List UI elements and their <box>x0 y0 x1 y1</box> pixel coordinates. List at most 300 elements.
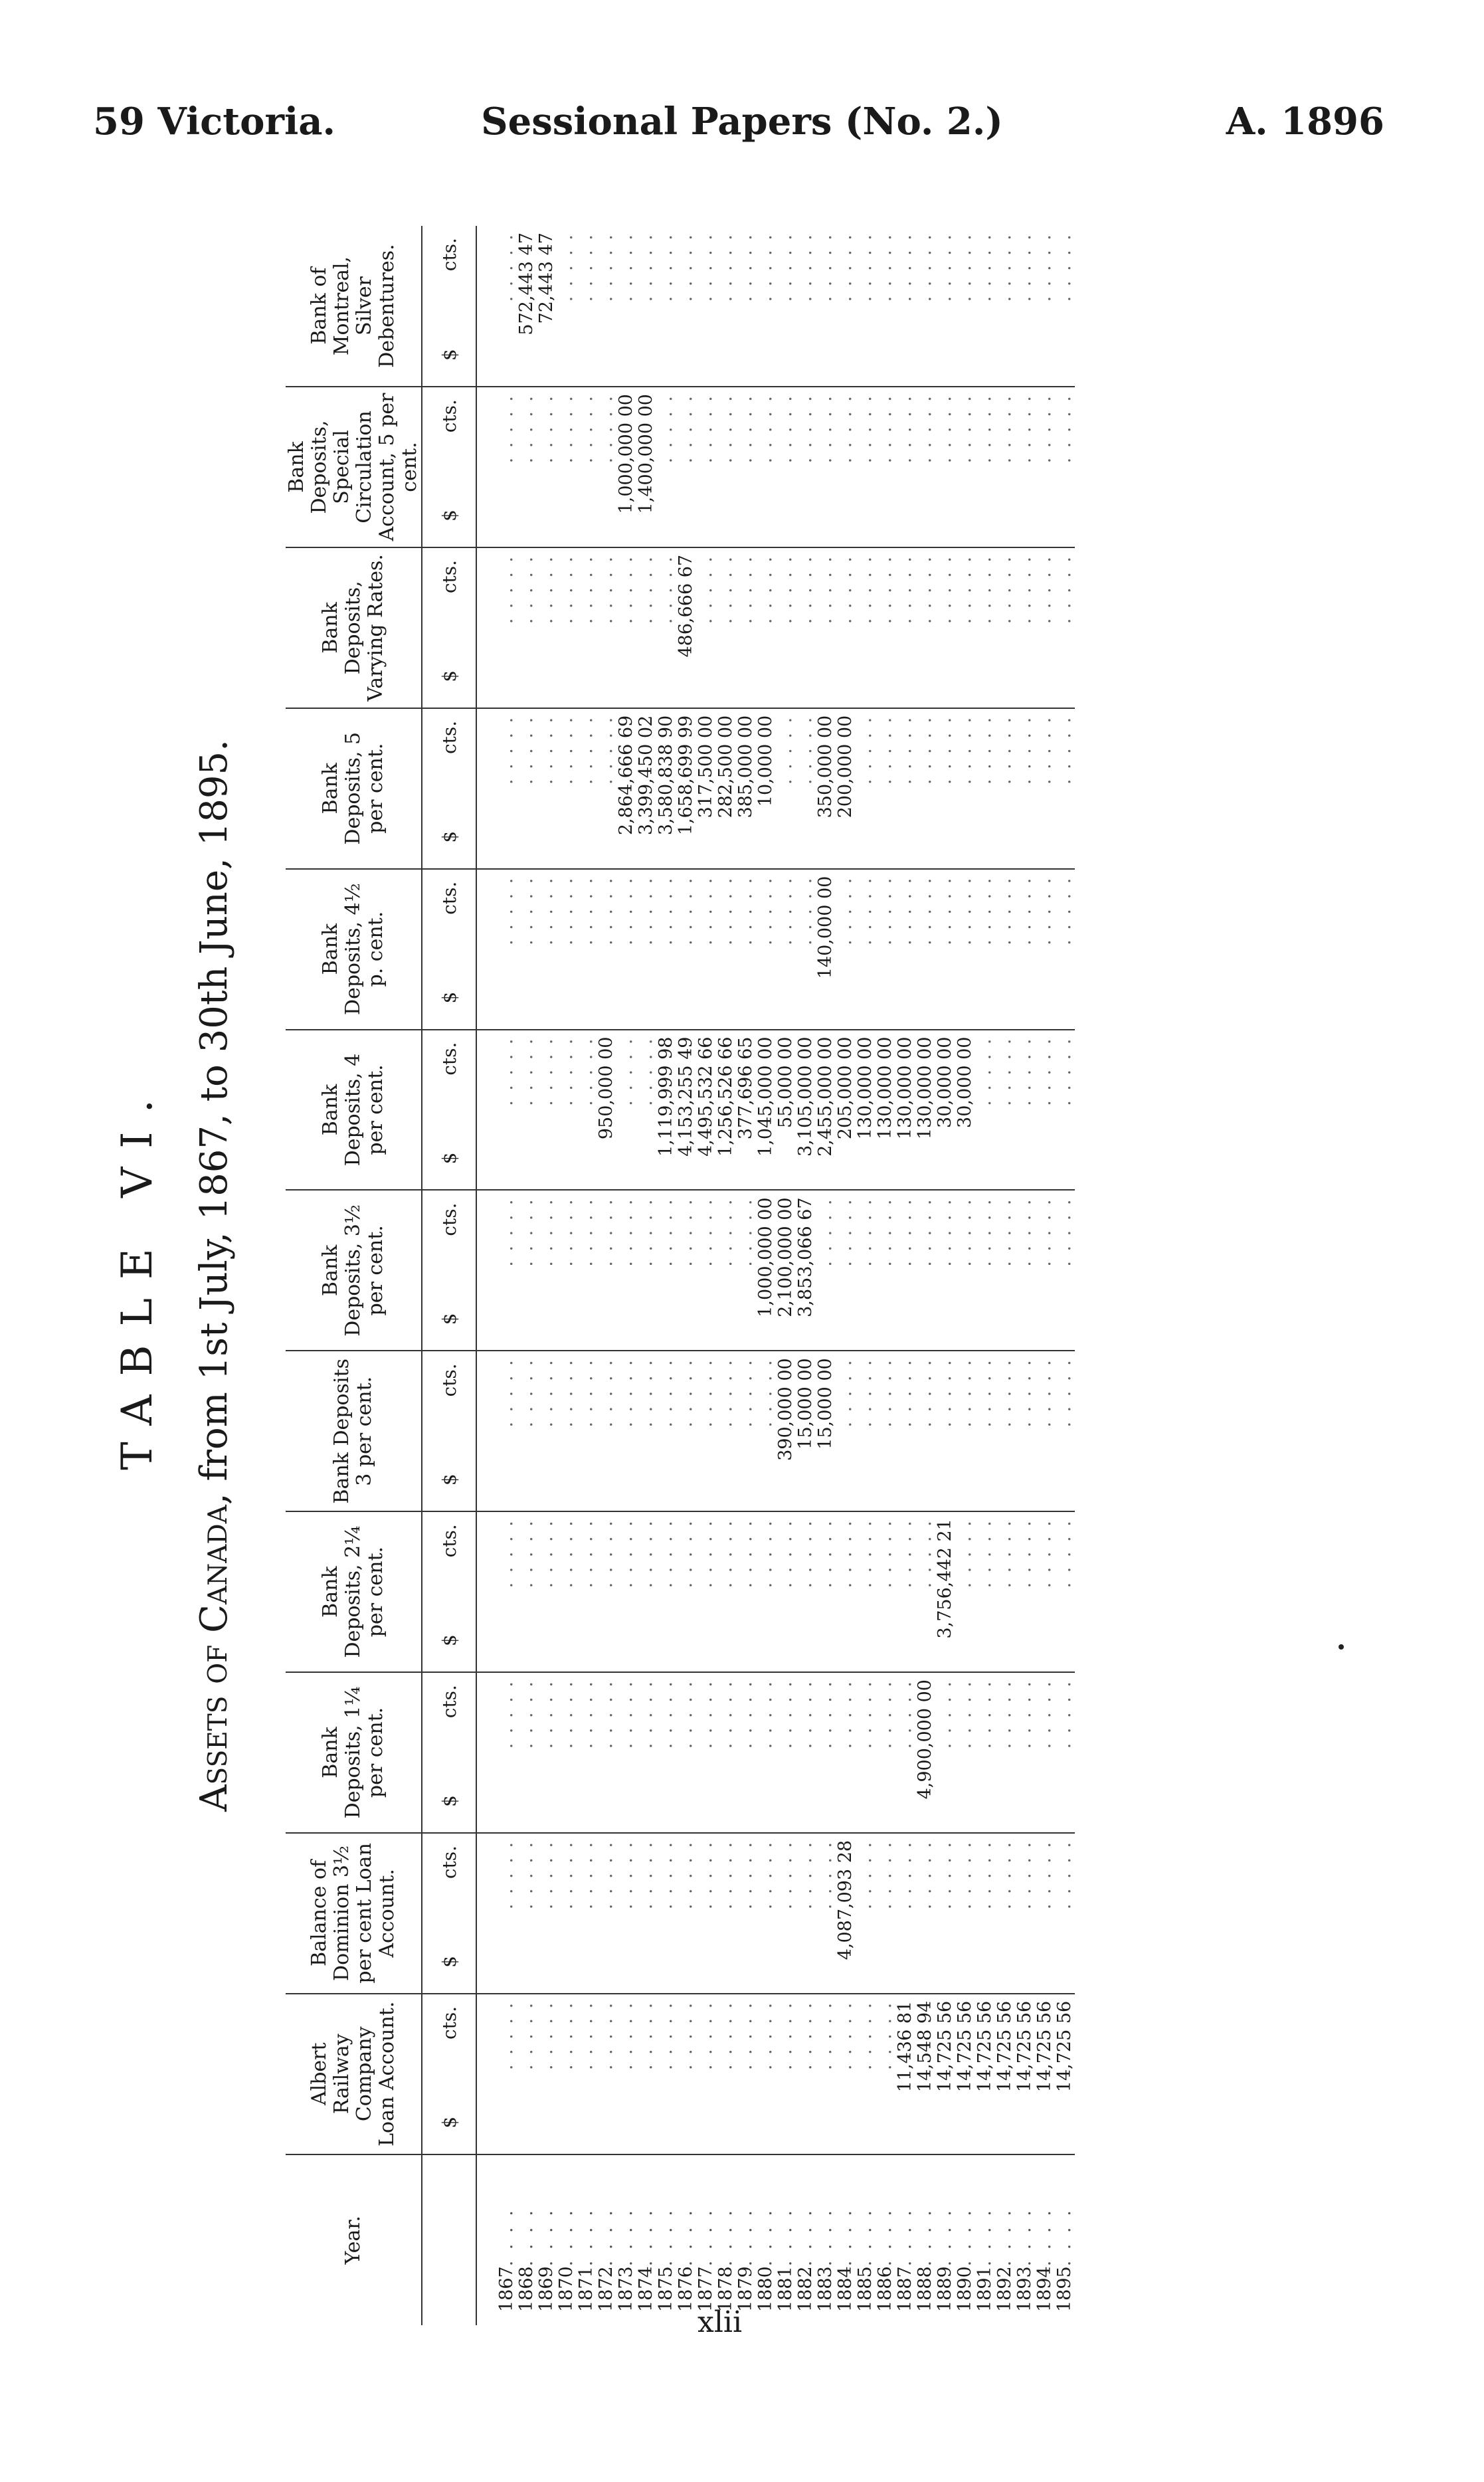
amount-cell: 377,696 65 <box>736 1030 756 1191</box>
amount-cell: . . . . . <box>656 1511 676 1672</box>
units-cell <box>422 1030 476 1191</box>
year-value: 1892 <box>994 2266 1015 2312</box>
cents-unit: cts. <box>438 1202 460 1236</box>
amount-cell: . . . . . <box>776 226 796 387</box>
year-value: 1876 <box>676 2266 696 2312</box>
dot-leader: . . . . <box>696 2208 716 2267</box>
subtitle-rest: from 1st July, 1867, to 30th June, 1895. <box>193 739 236 1493</box>
amount-cell: . . . . . <box>975 1030 995 1191</box>
amount-cell: . . . . . <box>616 1030 636 1191</box>
amount-cell: . . . . . <box>517 708 537 869</box>
amount-cell: 14,725 56 <box>995 1994 1015 2154</box>
year-cell <box>557 2154 577 2325</box>
amount-cell: . . . . . <box>597 1351 616 1511</box>
amount-cell: . . . . . <box>776 869 796 1030</box>
year-cell <box>1015 2154 1035 2325</box>
year-cell <box>796 2154 816 2325</box>
amount-cell: . . . . . <box>636 1511 656 1672</box>
dot-leader: . . . . <box>715 2208 736 2267</box>
amount-cell: . . . . . <box>696 869 716 1030</box>
amount-cell: 14,725 56 <box>955 1994 975 2154</box>
amount-cell: . . . . . <box>756 1994 776 2154</box>
amount-cell: 3,853,066 67 <box>796 1190 816 1351</box>
amount-cell: . . . . . <box>696 1994 716 2154</box>
amount-cell: . . . . . <box>716 1994 736 2154</box>
amount-cell: . . . . . <box>1015 708 1035 869</box>
year-value: 1885 <box>855 2266 876 2312</box>
table-row <box>995 226 1015 2325</box>
amount-cell: . . . . . <box>955 1511 975 1672</box>
amount-cell: . . . . . <box>955 387 975 547</box>
dot-leader: . . . . <box>616 2208 636 2267</box>
amount-cell: . . . . . <box>696 1833 716 1994</box>
amount-cell: . . . . . <box>597 1672 616 1833</box>
dot-leader: . . . . <box>676 2208 696 2267</box>
year-value: 1875 <box>656 2266 676 2312</box>
amount-cell: . . . . . <box>856 1994 876 2154</box>
amount-cell: 130,000 00 <box>895 1030 915 1191</box>
dollar-unit: $ <box>438 1152 460 1165</box>
table-row <box>616 226 636 2325</box>
dot-leader: . . . . <box>516 2208 537 2267</box>
amount-cell: . . . . . <box>517 1833 537 1994</box>
amount-cell: . . . . . <box>557 1511 577 1672</box>
year-cell <box>696 2154 716 2325</box>
dot-leader: . . . . <box>915 2208 935 2267</box>
amount-cell: . . . . . <box>577 1672 597 1833</box>
units-cell <box>422 1833 476 1994</box>
amount-cell: . . . . . <box>955 1672 975 1833</box>
amount-cell: 205,000 00 <box>836 1030 856 1191</box>
dot-leader: . . . . <box>1034 2208 1055 2267</box>
amount-cell: . . . . . <box>736 1672 756 1833</box>
amount-cell: . . . . . <box>975 1351 995 1511</box>
amount-cell: 486,666 67 <box>676 547 696 708</box>
amount-cell: . . . . . <box>656 1994 676 2154</box>
amount-cell: . . . . . <box>1055 1672 1075 1833</box>
amount-cell: . . . . . <box>696 547 716 708</box>
amount-cell: 14,725 56 <box>1055 1994 1075 2154</box>
amount-cell: 14,725 56 <box>1015 1994 1035 2154</box>
year-cell <box>656 2154 676 2325</box>
amount-cell: . . . . . <box>895 1511 915 1672</box>
amount-cell: . . . . . <box>656 1190 676 1351</box>
assets-table <box>286 226 1075 2325</box>
amount-cell: . . . . . <box>1035 1672 1055 1833</box>
amount-cell: . . . . . <box>696 1351 716 1511</box>
amount-cell: . . . . . <box>636 1994 656 2154</box>
col-header: Bank Deposits, 4 per cent. <box>286 1030 422 1191</box>
amount-cell: . . . . . <box>676 1190 696 1351</box>
amount-cell: . . . . . <box>517 1190 537 1351</box>
amount-cell: . . . . . <box>616 1833 636 1994</box>
amount-cell: . . . . . <box>537 708 557 869</box>
year-value: 1871 <box>576 2266 597 2312</box>
amount-cell: . . . . . <box>776 1833 796 1994</box>
amount-cell: . . . . . <box>935 869 955 1030</box>
year-value: 1887 <box>895 2266 915 2312</box>
amount-cell: . . . . . <box>1035 387 1055 547</box>
amount-cell: . . . . . <box>476 1994 517 2154</box>
amount-cell: 72,443 47 <box>537 226 557 387</box>
year-value: 1867 <box>496 2266 517 2312</box>
dot-leader: . . . . <box>755 2208 776 2267</box>
amount-cell: . . . . . <box>616 226 636 387</box>
year-value: 1872 <box>596 2266 616 2312</box>
table-row <box>776 226 796 2325</box>
dot-leader: . . . . <box>536 2208 557 2267</box>
amount-cell: . . . . . <box>955 1351 975 1511</box>
amount-cell: . . . . . <box>1055 547 1075 708</box>
amount-cell: . . . . . <box>915 1511 935 1672</box>
amount-cell: . . . . . <box>876 1511 895 1672</box>
amount-cell: . . . . . <box>876 708 895 869</box>
year-cell <box>616 2154 636 2325</box>
year-value: 1888 <box>915 2266 935 2312</box>
amount-cell: . . . . . <box>597 1190 616 1351</box>
amount-cell: . . . . . <box>995 708 1015 869</box>
amount-cell: . . . . . <box>836 1672 856 1833</box>
amount-cell: 3,756,442 21 <box>935 1511 955 1672</box>
amount-cell: . . . . . <box>616 1994 636 2154</box>
amount-cell: . . . . . <box>597 1833 616 1994</box>
amount-cell: . . . . . <box>975 1190 995 1351</box>
dot-leader: . . . . <box>1014 2208 1035 2267</box>
col-header: Bank Deposits, Special Circulation Account, 5 per cent. <box>286 387 422 547</box>
amount-cell: . . . . . <box>577 387 597 547</box>
year-cell <box>1035 2154 1055 2325</box>
amount-cell: . . . . . <box>476 547 517 708</box>
amount-cell: . . . . . <box>537 1190 557 1351</box>
amount-cell: . . . . . <box>876 1994 895 2154</box>
amount-cell: 140,000 00 <box>816 869 836 1030</box>
year-cell <box>636 2154 656 2325</box>
amount-cell: . . . . . <box>1055 226 1075 387</box>
amount-cell: . . . . . <box>537 1833 557 1994</box>
table-row <box>796 226 816 2325</box>
amount-cell: . . . . . <box>895 869 915 1030</box>
amount-cell: 200,000 00 <box>836 708 856 869</box>
table-row <box>816 226 836 2325</box>
year-cell <box>476 2154 517 2325</box>
amount-cell: . . . . . <box>955 547 975 708</box>
amount-cell: . . . . . <box>636 226 656 387</box>
amount-cell: . . . . . <box>856 547 876 708</box>
amount-cell: . . . . . <box>736 1511 756 1672</box>
amount-cell: 1,119,999 98 <box>656 1030 676 1191</box>
amount-cell: . . . . . <box>557 1190 577 1351</box>
amount-cell: . . . . . <box>856 1190 876 1351</box>
table-row <box>876 226 895 2325</box>
amount-cell: . . . . . <box>696 387 716 547</box>
amount-cell: . . . . . <box>517 1351 537 1511</box>
amount-cell: . . . . . <box>1055 869 1075 1030</box>
amount-cell: . . . . . <box>935 1672 955 1833</box>
col-header: Bank of Montreal, Silver Debentures. <box>286 226 422 387</box>
amount-cell: . . . . . <box>517 1672 537 1833</box>
year-value: 1882 <box>795 2266 816 2312</box>
amount-cell: . . . . . <box>537 1351 557 1511</box>
amount-cell: . . . . . <box>577 708 597 869</box>
amount-cell: . . . . . <box>557 226 577 387</box>
year-cell <box>816 2154 836 2325</box>
amount-cell: . . . . . <box>557 547 577 708</box>
table-row <box>836 226 856 2325</box>
amount-cell: 390,000 00 <box>776 1351 796 1511</box>
amount-cell: . . . . . <box>756 387 776 547</box>
amount-cell: . . . . . <box>476 1190 517 1351</box>
amount-cell: . . . . . <box>836 1994 856 2154</box>
amount-cell: . . . . . <box>736 1351 756 1511</box>
running-head <box>0 100 1484 159</box>
amount-cell: . . . . . <box>557 708 577 869</box>
amount-cell: . . . . . <box>975 1672 995 1833</box>
amount-cell: . . . . . <box>557 1672 577 1833</box>
year-value: 1881 <box>775 2266 796 2312</box>
table-row <box>895 226 915 2325</box>
dot-leader: . . . . <box>775 2208 796 2267</box>
amount-cell: . . . . . <box>517 547 537 708</box>
dollar-unit: $ <box>438 1795 460 1807</box>
amount-cell: . . . . . <box>856 226 876 387</box>
amount-cell: . . . . . <box>636 1833 656 1994</box>
amount-cell: . . . . . <box>796 226 816 387</box>
year-value: 1894 <box>1034 2266 1055 2312</box>
amount-cell: . . . . . <box>577 1511 597 1672</box>
amount-cell: . . . . . <box>577 1351 597 1511</box>
amount-cell: . . . . . <box>876 1672 895 1833</box>
amount-cell: . . . . . <box>935 1190 955 1351</box>
amount-cell: . . . . . <box>975 387 995 547</box>
year-value: 1884 <box>835 2266 856 2312</box>
year-cell <box>995 2154 1015 2325</box>
amount-cell: . . . . . <box>1035 1030 1055 1191</box>
amount-cell: . . . . . <box>1035 1511 1055 1672</box>
amount-cell: 15,000 00 <box>796 1351 816 1511</box>
amount-cell: . . . . . <box>816 1672 836 1833</box>
amount-cell: 15,000 00 <box>816 1351 836 1511</box>
amount-cell: . . . . . <box>557 1030 577 1191</box>
amount-cell: . . . . . <box>995 1190 1015 1351</box>
table-body <box>476 226 1075 2325</box>
amount-cell: . . . . . <box>836 1351 856 1511</box>
amount-cell: . . . . . <box>915 1351 935 1511</box>
amount-cell: . . . . . <box>1015 226 1035 387</box>
amount-cell: . . . . . <box>716 1190 736 1351</box>
amount-cell: . . . . . <box>476 387 517 547</box>
table-row <box>716 226 736 2325</box>
year-cell <box>935 2154 955 2325</box>
year-value: 1878 <box>715 2266 736 2312</box>
amount-cell: 30,000 00 <box>935 1030 955 1191</box>
table-row <box>736 226 756 2325</box>
amount-cell: . . . . . <box>577 1030 597 1191</box>
amount-cell: . . . . . <box>816 1994 836 2154</box>
amount-cell: . . . . . <box>995 1351 1015 1511</box>
amount-cell: 2,455,000 00 <box>816 1030 836 1191</box>
amount-cell: . . . . . <box>756 1511 776 1672</box>
dot-leader: . . . . <box>895 2208 915 2267</box>
amount-cell: . . . . . <box>796 869 816 1030</box>
amount-cell: . . . . . <box>876 226 895 387</box>
amount-cell: . . . . . <box>636 869 656 1030</box>
session-label: 59 Victoria. <box>93 100 336 143</box>
amount-cell: . . . . . <box>517 869 537 1030</box>
year-value: 1886 <box>875 2266 895 2312</box>
cents-unit: cts. <box>438 720 460 754</box>
amount-cell: . . . . . <box>955 708 975 869</box>
amount-cell: . . . . . <box>676 387 696 547</box>
units-cell <box>422 2154 476 2325</box>
amount-cell: . . . . . <box>1015 387 1035 547</box>
amount-cell: . . . . . <box>1055 708 1075 869</box>
cents-unit: cts. <box>438 881 460 915</box>
table-row <box>597 226 616 2325</box>
amount-cell: . . . . . <box>895 1190 915 1351</box>
amount-cell: . . . . . <box>676 1994 696 2154</box>
amount-cell: . . . . . <box>716 387 736 547</box>
dollar-unit: $ <box>438 1634 460 1647</box>
amount-cell: . . . . . <box>915 387 935 547</box>
table-row <box>856 226 876 2325</box>
amount-cell: . . . . . <box>597 226 616 387</box>
year-cell <box>577 2154 597 2325</box>
cents-unit: cts. <box>438 1845 460 1879</box>
amount-cell: . . . . . <box>656 1833 676 1994</box>
col-header: Bank Deposits, Varying Rates. <box>286 547 422 708</box>
amount-cell: 1,000,000 00 <box>756 1190 776 1351</box>
amount-cell: . . . . . <box>736 1994 756 2154</box>
cents-unit: cts. <box>438 1042 460 1076</box>
year-cell <box>537 2154 557 2325</box>
year-value: 1868 <box>516 2266 537 2312</box>
amount-cell: . . . . . <box>776 547 796 708</box>
amount-cell: . . . . . <box>537 1994 557 2154</box>
amount-cell: . . . . . <box>796 1994 816 2154</box>
amount-cell: . . . . . <box>975 1511 995 1672</box>
amount-cell: . . . . . <box>1055 1030 1075 1191</box>
year-cell <box>915 2154 935 2325</box>
dollar-unit: $ <box>438 1474 460 1486</box>
amount-cell: . . . . . <box>895 1351 915 1511</box>
amount-cell: 55,000 00 <box>776 1030 796 1191</box>
amount-cell: . . . . . <box>915 226 935 387</box>
year-cell <box>1055 2154 1075 2325</box>
amount-cell: . . . . . <box>476 1030 517 1191</box>
amount-cell: . . . . . <box>1015 1030 1035 1191</box>
amount-cell: . . . . . <box>856 387 876 547</box>
amount-cell: . . . . . <box>995 387 1015 547</box>
amount-cell: . . . . . <box>955 226 975 387</box>
amount-cell: . . . . . <box>895 387 915 547</box>
amount-cell: . . . . . <box>995 1511 1015 1672</box>
amount-cell: . . . . . <box>895 1833 915 1994</box>
amount-cell: . . . . . <box>577 547 597 708</box>
amount-cell: . . . . . <box>1035 1351 1055 1511</box>
dot-leader: . . . . <box>576 2208 597 2267</box>
units-cell <box>422 387 476 547</box>
amount-cell: . . . . . <box>1035 869 1055 1030</box>
table-row <box>537 226 557 2325</box>
amount-cell: . . . . . <box>736 387 756 547</box>
amount-cell: . . . . . <box>1055 387 1075 547</box>
amount-cell: . . . . . <box>676 1672 696 1833</box>
amount-cell: . . . . . <box>995 547 1015 708</box>
amount-cell: . . . . . <box>1015 1511 1035 1672</box>
amount-cell: . . . . . <box>597 387 616 547</box>
units-cell <box>422 226 476 387</box>
units-cell <box>422 1190 476 1351</box>
amount-cell: . . . . . <box>736 1190 756 1351</box>
amount-cell: . . . . . <box>876 1833 895 1994</box>
table-row <box>915 226 935 2325</box>
amount-cell: . . . . . <box>696 226 716 387</box>
amount-cell: . . . . . <box>1035 1833 1055 1994</box>
amount-cell: . . . . . <box>776 387 796 547</box>
amount-cell: . . . . . <box>935 1833 955 1994</box>
dot-leader: . . . . <box>1054 2208 1075 2267</box>
dot-leader: . . . . <box>835 2208 856 2267</box>
amount-cell: . . . . . <box>616 547 636 708</box>
year-value: 1870 <box>556 2266 577 2312</box>
dot-leader: . . . . <box>875 2208 895 2267</box>
amount-cell: . . . . . <box>577 869 597 1030</box>
year-value: 1883 <box>815 2266 836 2312</box>
table-row <box>935 226 955 2325</box>
dot-leader: . . . . <box>656 2208 676 2267</box>
amount-cell: . . . . . <box>915 1190 935 1351</box>
col-header: Bank Deposits, 1¼ per cent. <box>286 1672 422 1833</box>
amount-cell: . . . . . <box>816 226 836 387</box>
amount-cell: . . . . . <box>476 226 517 387</box>
year-cell <box>856 2154 876 2325</box>
amount-cell: . . . . . <box>716 226 736 387</box>
col-header: Bank Deposits 3 per cent. <box>286 1351 422 1511</box>
amount-cell: . . . . . <box>1015 869 1035 1030</box>
dot-leader: . . . . <box>596 2208 616 2267</box>
amount-cell: . . . . . <box>796 708 816 869</box>
amount-cell: . . . . . <box>476 1511 517 1672</box>
page-number: xlii <box>697 2305 743 2339</box>
year-value: 1889 <box>935 2266 955 2312</box>
amount-cell: 1,256,526 66 <box>716 1030 736 1191</box>
amount-cell: . . . . . <box>676 1351 696 1511</box>
col-header: Balance of Dominion 3½ per cent Loan Account. <box>286 1833 422 1994</box>
units-cell <box>422 1994 476 2154</box>
amount-cell: 14,548 94 <box>915 1994 935 2154</box>
cents-unit: cts. <box>438 1524 460 1558</box>
amount-cell: . . . . . <box>995 1030 1015 1191</box>
amount-cell: . . . . . <box>856 1511 876 1672</box>
amount-cell: . . . . . <box>995 1672 1015 1833</box>
amount-cell: . . . . . <box>975 869 995 1030</box>
amount-cell: . . . . . <box>836 226 856 387</box>
year-cell <box>597 2154 616 2325</box>
cents-unit: cts. <box>438 399 460 433</box>
amount-cell: . . . . . <box>1055 1511 1075 1672</box>
year-value: 1891 <box>974 2266 995 2312</box>
amount-cell: . . . . . <box>975 226 995 387</box>
table-row <box>557 226 577 2325</box>
table-row <box>676 226 696 2325</box>
amount-cell: . . . . . <box>696 1511 716 1672</box>
table-row <box>1055 226 1075 2325</box>
dot-leader: . . . . <box>974 2208 995 2267</box>
amount-cell: . . . . . <box>816 547 836 708</box>
amount-cell: . . . . . <box>736 1833 756 1994</box>
amount-cell: . . . . . <box>716 1833 736 1994</box>
year-cell <box>895 2154 915 2325</box>
